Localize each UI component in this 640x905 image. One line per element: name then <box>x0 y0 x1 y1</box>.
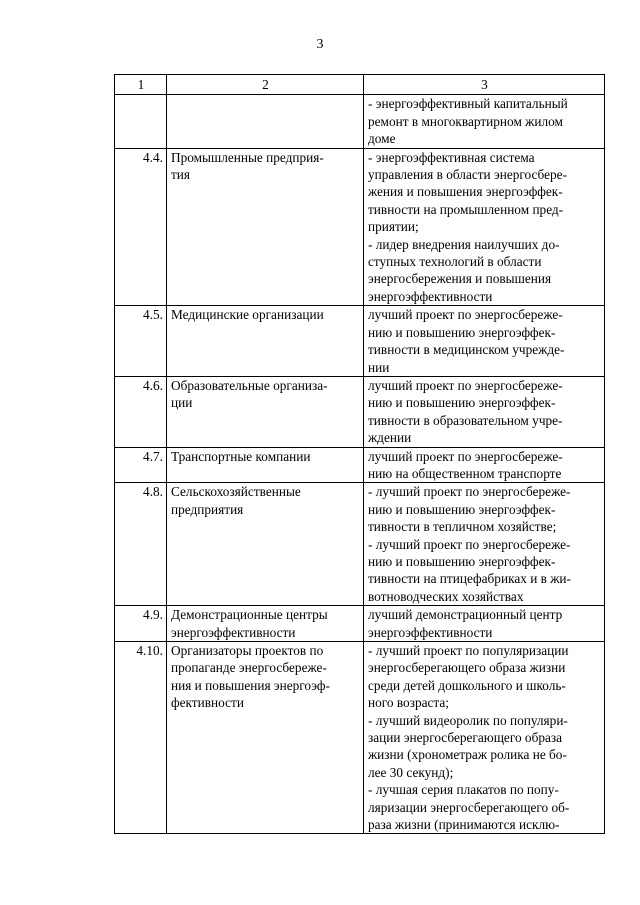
nomination-line: раза жизни (принимаются исклю- <box>368 817 560 833</box>
nomination-line: лучший проект по энергосбереже- <box>368 307 563 323</box>
nomination-cell <box>364 148 605 306</box>
nomination-line: ного возраста; <box>368 695 449 711</box>
nomination-line: нию и повышению энергоэффек- <box>368 501 556 517</box>
nomination-line: энергоэффективности <box>368 288 493 304</box>
nomination-line: тивности в медицинском учрежде- <box>368 342 565 358</box>
nomination-line: ждении <box>368 430 412 446</box>
organization-type-cell <box>167 642 364 834</box>
organization-type-line: Демонстрационные центры <box>171 607 328 623</box>
table-row <box>115 306 605 377</box>
nomination-line: энергосбережения и повышения <box>368 271 552 287</box>
nomination-cell <box>364 642 605 834</box>
organization-type-line: Организаторы проектов по <box>171 643 324 658</box>
nomination-line: - лучший проект по популяризации <box>368 643 569 658</box>
nomination-line: лее 30 секунд); <box>368 764 454 780</box>
organization-type-line: энергоэффективности <box>171 624 296 640</box>
nomination-line: - лучший видеоролик по популяри- <box>368 712 568 728</box>
organization-type-line: Транспортные компании <box>171 448 311 464</box>
nomination-line: тивности на птицефабриках и в жи- <box>368 571 571 587</box>
nomination-line: - лучший проект по энергосбереже- <box>368 484 571 500</box>
organization-type-cell <box>167 606 364 642</box>
row-number-cell: 4.7. <box>115 447 167 483</box>
nomination-line: энергосберегающего образа жизни <box>368 660 566 676</box>
nomination-line: тивности в тепличном хозяйстве; <box>368 519 557 535</box>
organization-type-cell <box>167 95 364 148</box>
nomination-line: энергоэффективности <box>368 624 493 640</box>
row-number-cell <box>115 95 167 148</box>
row-number-cell: 4.6. <box>115 376 167 447</box>
row-number-cell: 4.8. <box>115 483 167 606</box>
nomination-line: зации энергосберегающего образа <box>368 730 563 746</box>
nomination-line: лучший демонстрационный центр <box>368 607 563 623</box>
organization-type-line: Промышленные предприя- <box>171 149 324 165</box>
nomination-cell <box>364 306 605 377</box>
row-number-cell: 4.9. <box>115 606 167 642</box>
nomination-line: среди детей дошкольного и школь- <box>368 677 566 693</box>
nomination-line: нии <box>368 359 390 375</box>
nomination-line: нию на общественном транспорте <box>368 465 562 481</box>
nomination-line: тивности в образовательном учре- <box>368 412 563 428</box>
organization-type-cell <box>167 306 364 377</box>
nomination-line: нию и повышению энергоэффек- <box>368 395 556 411</box>
organization-type-line: Медицинские организации <box>171 307 324 323</box>
organization-type-line: ции <box>171 395 193 411</box>
table-row <box>115 447 605 483</box>
nomination-cell <box>364 483 605 606</box>
organization-type-cell <box>167 483 364 606</box>
nomination-line: управления в области энергосбере- <box>368 167 568 183</box>
organization-type-cell <box>167 376 364 447</box>
nomination-line: - лучший проект по энергосбереже- <box>368 536 571 552</box>
nomination-cell <box>364 606 605 642</box>
nomination-line: ремонт в многоквартирном жилом <box>368 113 563 129</box>
nomination-line: жения и повышения энергоэффек- <box>368 184 563 200</box>
column-header-1: 1 <box>115 75 167 95</box>
nomination-line: - энергоэффективная система <box>368 149 535 165</box>
table-row <box>115 95 605 148</box>
page-number: 3 <box>316 37 324 52</box>
row-number-cell: 4.4. <box>115 148 167 306</box>
nomination-cell <box>364 376 605 447</box>
column-header-2: 2 <box>167 75 364 95</box>
nomination-cell <box>364 95 605 148</box>
table-header-row <box>115 75 605 95</box>
nomination-line: ляризации энергосберегающего об- <box>368 799 570 815</box>
organization-type-cell <box>167 447 364 483</box>
table-row <box>115 606 605 642</box>
row-number-cell: 4.10. <box>115 642 167 834</box>
nomination-line: лучший проект по энергосбереже- <box>368 448 563 464</box>
column-header-3: 3 <box>364 75 605 95</box>
organization-type-cell <box>167 148 364 306</box>
organization-type-line: предприятия <box>171 501 244 517</box>
nomination-cell <box>364 447 605 483</box>
nomination-line: жизни (хронометраж ролика не бо- <box>368 747 567 763</box>
row-number-cell: 4.5. <box>115 306 167 377</box>
table-body <box>115 95 605 834</box>
table-row <box>115 376 605 447</box>
organization-type-line: пропаганде энергосбереже- <box>171 660 327 676</box>
organization-type-line: Образовательные организа- <box>171 377 328 393</box>
nomination-line: нию и повышению энергоэффек- <box>368 324 556 340</box>
organization-type-line: тия <box>171 167 191 183</box>
nomination-line: приятии; <box>368 219 419 235</box>
nomination-line: - энергоэффективный капитальный <box>368 96 568 112</box>
nomination-line: - лидер внедрения наилучших до- <box>368 236 560 252</box>
table-row <box>115 483 605 606</box>
nomination-line: доме <box>368 131 396 147</box>
nomination-line: вотноводческих хозяйствах <box>368 588 524 604</box>
nomination-line: лучший проект по энергосбереже- <box>368 377 563 393</box>
nomination-line: тивности на промышленном пред- <box>368 201 564 217</box>
nomination-line: - лучшая серия плакатов по попу- <box>368 782 559 798</box>
organization-type-line: ния и повышения энергоэф- <box>171 677 330 693</box>
table-row <box>115 642 605 834</box>
organization-type-line: фективности <box>171 695 244 711</box>
nomination-line: нию и повышению энергоэффек- <box>368 553 556 569</box>
nomination-line: ступных технологий в области <box>368 254 542 270</box>
nominations-table <box>114 74 605 834</box>
organization-type-line: Сельскохозяйственные <box>171 484 301 500</box>
table-row <box>115 148 605 306</box>
